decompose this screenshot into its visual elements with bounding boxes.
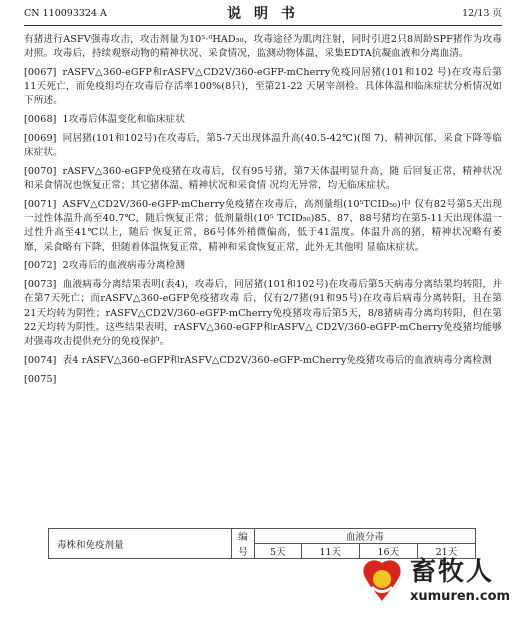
paragraph-text: 1攻毒后体温变化和临床症状 xyxy=(62,114,186,126)
header-day: 5天 xyxy=(255,544,302,559)
paragraph xyxy=(24,354,502,368)
paragraph-number: [0068] xyxy=(24,114,57,126)
table-header-row xyxy=(49,529,476,544)
paragraph-number: [0070] xyxy=(24,166,57,177)
paragraph-text: rASFV△360-eGFP免疫猪在攻毒后，仅有95号猪，第7天体温明显升高，随 后回复正常，精神状况和采食情况也恢复正常；其它猪体温、精神状况和采食情 况均无异常，均无临床症状。 xyxy=(24,166,502,192)
paragraph xyxy=(24,132,502,160)
paragraph-text: 2攻毒后的血液病毒分离检测 xyxy=(62,260,186,272)
watermark-en: xumuren.com xyxy=(410,589,511,604)
header-strain-dose: 毒株和免疫剂量 xyxy=(49,529,232,559)
paragraph-number: [0067] xyxy=(24,67,57,78)
watermark-cn: 畜牧人 xyxy=(410,557,495,587)
paragraph-text: 同居猪(101和102号)在攻毒后，第5-7天出现体温升高(40.5-42℃)(图 7)、精神沉郁、采食下降等临床症状。 xyxy=(24,133,502,159)
paragraph-text: rASFV△360-eGFP和rASFV△CD2V/360-eGFP-mCherry免疫同居猪(101和102 号)在攻毒后第11天死亡，而免疫组均在攻毒后存活率100%(8只)，至第21-22 天屠宰剖检。具体体温和临床症状分析情况如下所述。 xyxy=(24,67,502,107)
paragraph-text: 表4 rASFV△360-eGFP和rASFV△CD2V/360-eGFP-mCherry免疫猪攻毒后的血液病毒分离检测 xyxy=(62,354,492,366)
paragraph-text: 血液病毒分离结果表明(表4)，攻毒后，同居猪(101和102号)在攻毒后第5天病毒分离结果均转阳，并在第7天死亡；而rASFV△360-eGFP免疫猪攻毒 后，仅有2/7猪(91和95号)在攻毒后病毒分离转阳，且在第21天均转为阴性；rASFV△CD2V/360-eGFP-mCherry免疫猪攻毒后第5天，8/8猪病毒分离均转阳，但在第22天均转为阴性。这些结果表明，rASFV△360-eGFP和rASFV△ CD2V/360-eGFP-mCherry免疫猪均能够对强毒攻击提供充分的免疫保护。 xyxy=(24,279,502,348)
header-blood-isolation: 血液分毒 xyxy=(255,529,476,544)
paragraph-number: [0069] xyxy=(24,133,57,144)
paragraph xyxy=(24,259,502,273)
paragraph xyxy=(24,278,502,349)
page-body xyxy=(24,33,502,391)
doc-number: CN 110093324 A xyxy=(24,8,107,19)
header-day: 11天 xyxy=(301,544,359,559)
header-id-bottom: 号 xyxy=(232,544,255,559)
paragraph-number: [0075] xyxy=(24,373,57,385)
watermark-text xyxy=(410,558,510,604)
paragraph xyxy=(24,373,502,387)
watermark-logo xyxy=(360,554,512,608)
header-day: 21天 xyxy=(417,544,475,559)
doc-title: 说 明 书 xyxy=(227,6,299,22)
xumuren-logo-icon xyxy=(360,557,404,605)
header-id-top: 编 xyxy=(232,529,255,544)
paragraph-text: ASFV△CD2V/360-eGFP-mCherry免疫猪在攻毒后，高剂量组(10⁵TCID₅₀)中 仅有82号第5天出现一过性体温升高至40.7℃，随后恢复正常；低剂量组(10⁵ TCID₅₀)85、87、88号猪均在第5-11天出现体温一过性升高至41℃以上，随后 恢复正常，86号体外稍微偏高，低于41温度。体温升高的猪，精神状况略有萎 靡，采食略有下降，但随着体温恢复正常，精神和采食恢复正常，此外无其他明 显临床症状。 xyxy=(24,199,502,253)
paragraph-text: 有猪进行ASFV强毒攻击，攻击剂量为10⁵·⁰HAD₅₀，攻毒途径为肌肉注射，同时引进2只8周龄SPF猪作为攻毒对照。攻毒后，持续观察动物的精神状况、采食情况，监测动物体温，采集EDTA抗凝血液和分离血清。 xyxy=(24,34,502,60)
paragraph-number: [0071] xyxy=(24,199,57,210)
header-day: 16天 xyxy=(359,544,417,559)
paragraph-number: [0072] xyxy=(24,260,57,272)
paragraph xyxy=(24,33,502,61)
paragraph xyxy=(24,198,502,255)
page-header xyxy=(24,3,502,26)
paragraph xyxy=(24,165,502,193)
paragraph xyxy=(24,113,502,127)
paragraph xyxy=(24,66,502,109)
page-number: 12/13 页 xyxy=(462,8,502,19)
paragraph-number: [0074] xyxy=(24,354,57,366)
paragraph-number: [0073] xyxy=(24,279,57,291)
